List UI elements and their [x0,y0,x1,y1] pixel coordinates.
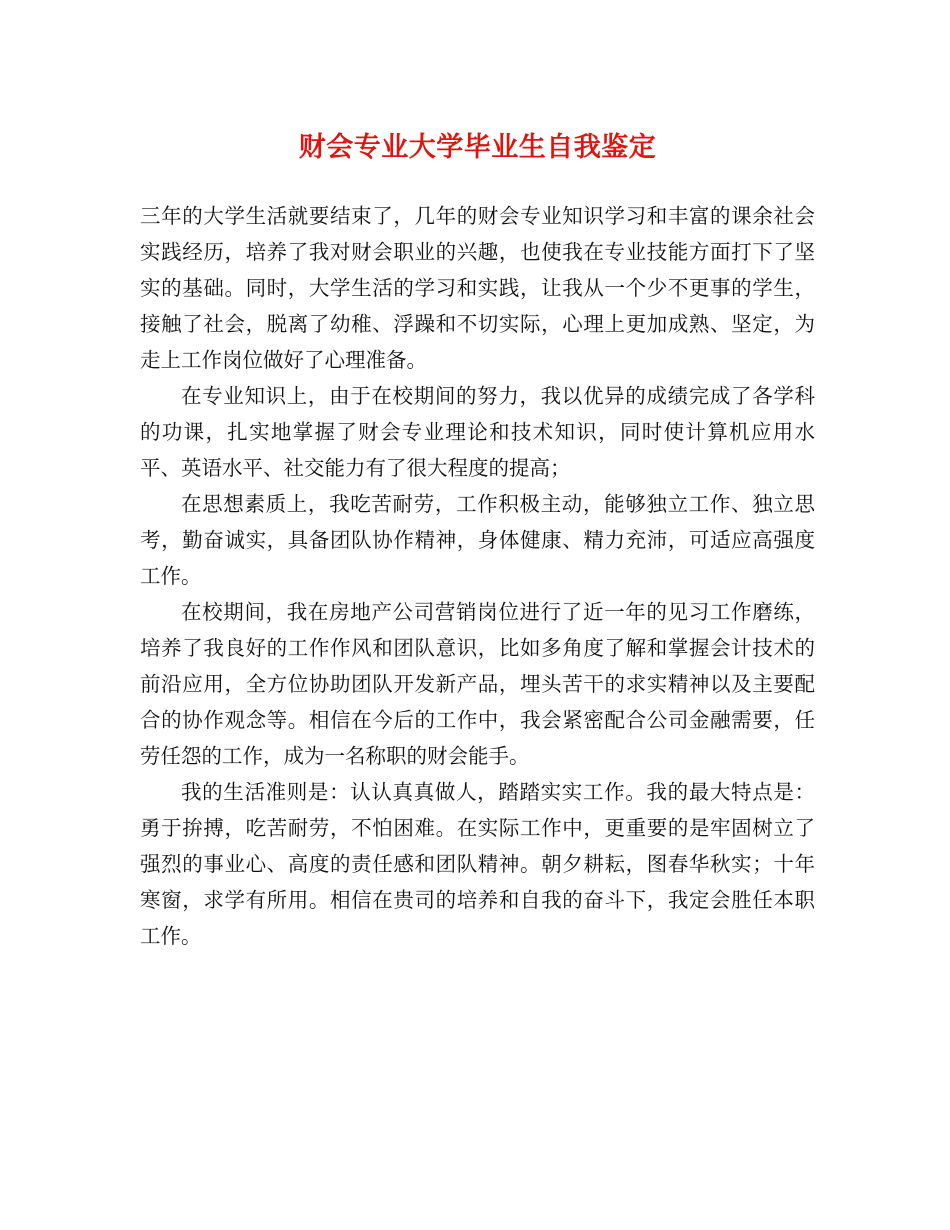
document-title: 财会专业大学毕业生自我鉴定 [298,132,657,163]
document-body [140,198,815,954]
document-page [140,0,815,954]
paragraph-internship: 在校期间，我在房地产公司营销岗位进行了近一年的见习工作磨练，培养了我良好的工作作风和团队意识，比如多角度了解和掌握会计技术的前沿应用，全方位协助团队开发新产品，埋头苦干的求实精神以及主要配合的协作观念等。相信在今后的工作中，我会紧密配合公司金融需要，任劳任怨的工作，成为一名称职的财会能手。 [140,600,815,768]
paragraph-intro: 三年的大学生活就要结束了，几年的财会专业知识学习和丰富的课余社会实践经历，培养了我对财会职业的兴趣，也使我在专业技能方面打下了坚实的基础。同时，大学生活的学习和实践，让我从一个少不更事的学生，接触了社会，脱离了幼稚、浮躁和不切实际，心理上更加成熟、坚定，为走上工作岗位做好了心理准备。 [140,204,815,372]
paragraph-professional-knowledge: 在专业知识上，由于在校期间的努力，我以优异的成绩完成了各学科的功课，扎实地掌握了财会专业理论和技术知识，同时使计算机应用水平、英语水平、社交能力有了很大程度的提高； [140,384,815,480]
paragraph-life-principles: 我的生活准则是：认认真真做人，踏踏实实工作。我的最大特点是：勇于拚搏，吃苦耐劳，不怕困难。在实际工作中，更重要的是牢固树立了强烈的事业心、高度的责任感和团队精神。朝夕耕耘，图春华秋实；十年寒窗，求学有所用。相信在贵司的培养和自我的奋斗下，我定会胜任本职工作。 [140,780,815,948]
paragraph-character: 在思想素质上，我吃苦耐劳，工作积极主动，能够独立工作、独立思考，勤奋诚实，具备团队协作精神，身体健康、精力充沛，可适应高强度工作。 [140,492,815,588]
